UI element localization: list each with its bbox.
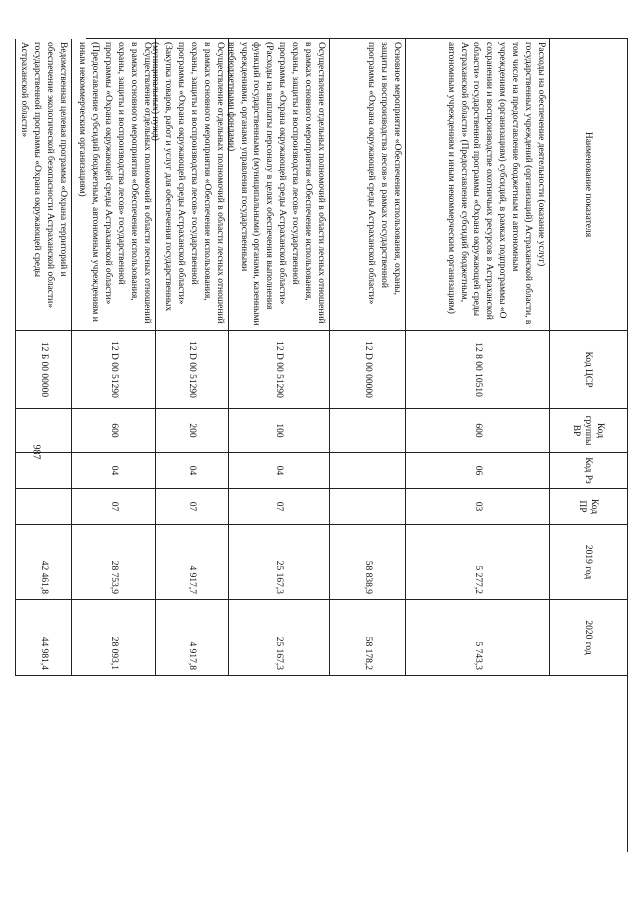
row-3-csr: 12 D 00 51290 — [228, 331, 329, 409]
row-6-2019: 42 461,8 — [15, 525, 71, 600]
row-4-csr: 12 D 00 51290 — [155, 331, 228, 409]
row-2-name: Основное мероприятие «Обеспечение использования, охраны, защиты и воспроизводства лесов» в рамках государственной программы «Охрана окружающей среды Астраханской области» — [329, 39, 405, 331]
page-number: 987 — [30, 444, 42, 460]
row-4-2020: 4 917,8 — [155, 600, 228, 676]
header-csr: Код ЦСР — [549, 331, 627, 409]
row-4-rz: 04 — [155, 453, 228, 489]
row-1-vr: 600 — [405, 409, 549, 453]
row-2-rz — [329, 453, 405, 489]
row-4-pr: 07 — [155, 489, 228, 525]
row-3-pr: 07 — [228, 489, 329, 525]
row-3-2020: 25 167,3 — [228, 600, 329, 676]
row-5-vr: 600 — [71, 409, 155, 453]
row-3-rz: 04 — [228, 453, 329, 489]
row-5-pr: 07 — [71, 489, 155, 525]
row-1-name: Расходы на обеспечение деятельности (оказание услуг) государственных учреждений (организаций) Астраханской области, в том числе на предоставление бюджетным и автономным учреждениям (организациям) субсидий, в рамках подпрограммы «О сохранении и воспроизводстве охотничьих ресурсов в Астраханской области» государственной программы «Охрана окружающей среды Астраханской области» (Предоставление субсидий бюджетным, автономным учреждениям и иным некоммерческим организациям) — [405, 39, 549, 331]
row-6-name: Ведомственная целевая программа «Охрана территорий и обеспечение экологической безопасности Астраханской области» государственной программы «Охрана окружающей среды Астраханской области» — [15, 39, 71, 331]
row-4-2019: 4 917,7 — [155, 525, 228, 600]
row-4-vr: 200 — [155, 409, 228, 453]
row-4-name: Осуществление отдельных полномочий в области лесных отношений в рамках основного мероприятия «Обеспечение использования, охраны, защиты и воспроизводства лесов» государственной программы «Охрана окружающей среды Астраханской области» (Закупка товаров, работ и услуг для обеспечения государственных (муниципальных) нужд) — [155, 39, 228, 331]
row-2-pr — [329, 489, 405, 525]
row-6-csr: 12 Б 00 00000 — [15, 331, 71, 409]
row-6-2020: 44 981,4 — [15, 600, 71, 676]
row-3-2019: 25 167,3 — [228, 525, 329, 600]
row-5-csr: 12 D 00 51290 — [71, 331, 155, 409]
header-pr: Код ПР — [549, 489, 627, 525]
row-2-2020: 58 178,2 — [329, 600, 405, 676]
header-rz: Код Рз — [549, 453, 627, 489]
row-6-rz — [15, 453, 71, 489]
row-1-rz: 06 — [405, 453, 549, 489]
row-2-vr — [329, 409, 405, 453]
row-2-2019: 58 838,9 — [329, 525, 405, 600]
row-1-2019: 5 277,2 — [405, 525, 549, 600]
row-3-name: Осуществление отдельных полномочий в области лесных отношений в рамках основного мероприятия «Обеспечение использования, охраны, защиты и воспроизводства лесов» государственной программы «Охрана окружающей среды Астраханской области» (Расходы на выплаты персоналу в целях обеспечения выполнения функций государственными (муниципальными) органами, казенными учреждениями, органами управления государственными внебюджетными фондами) — [228, 39, 329, 331]
row-1-2020: 5 743,3 — [405, 600, 549, 676]
row-5-name: Осуществление отдельных полномочий в области лесных отношений в рамках основного мероприятия «Обеспечение использования, охраны, защиты и воспроизводства лесов» государственной программы «Охрана окружающей среды Астраханской области» (Предоставление субсидий бюджетным, автономным учреждениям и иным некоммерческим организациям) — [71, 39, 155, 331]
header-vr: Код группы ВР — [549, 409, 627, 453]
row-2-csr: 12 D 00 00000 — [329, 331, 405, 409]
row-6-vr — [15, 409, 71, 453]
row-5-2020: 28 093,1 — [71, 600, 155, 676]
row-1-pr: 03 — [405, 489, 549, 525]
header-2020: 2020 год — [549, 600, 627, 676]
row-3-vr: 100 — [228, 409, 329, 453]
row-1-csr: 12 8 00 10510 — [405, 331, 549, 409]
row-6-pr — [15, 489, 71, 525]
row-5-rz: 04 — [71, 453, 155, 489]
row-5-2019: 28 753,9 — [71, 525, 155, 600]
header-name: Наименование показателя — [549, 39, 627, 331]
header-2019: 2019 год — [549, 525, 627, 600]
